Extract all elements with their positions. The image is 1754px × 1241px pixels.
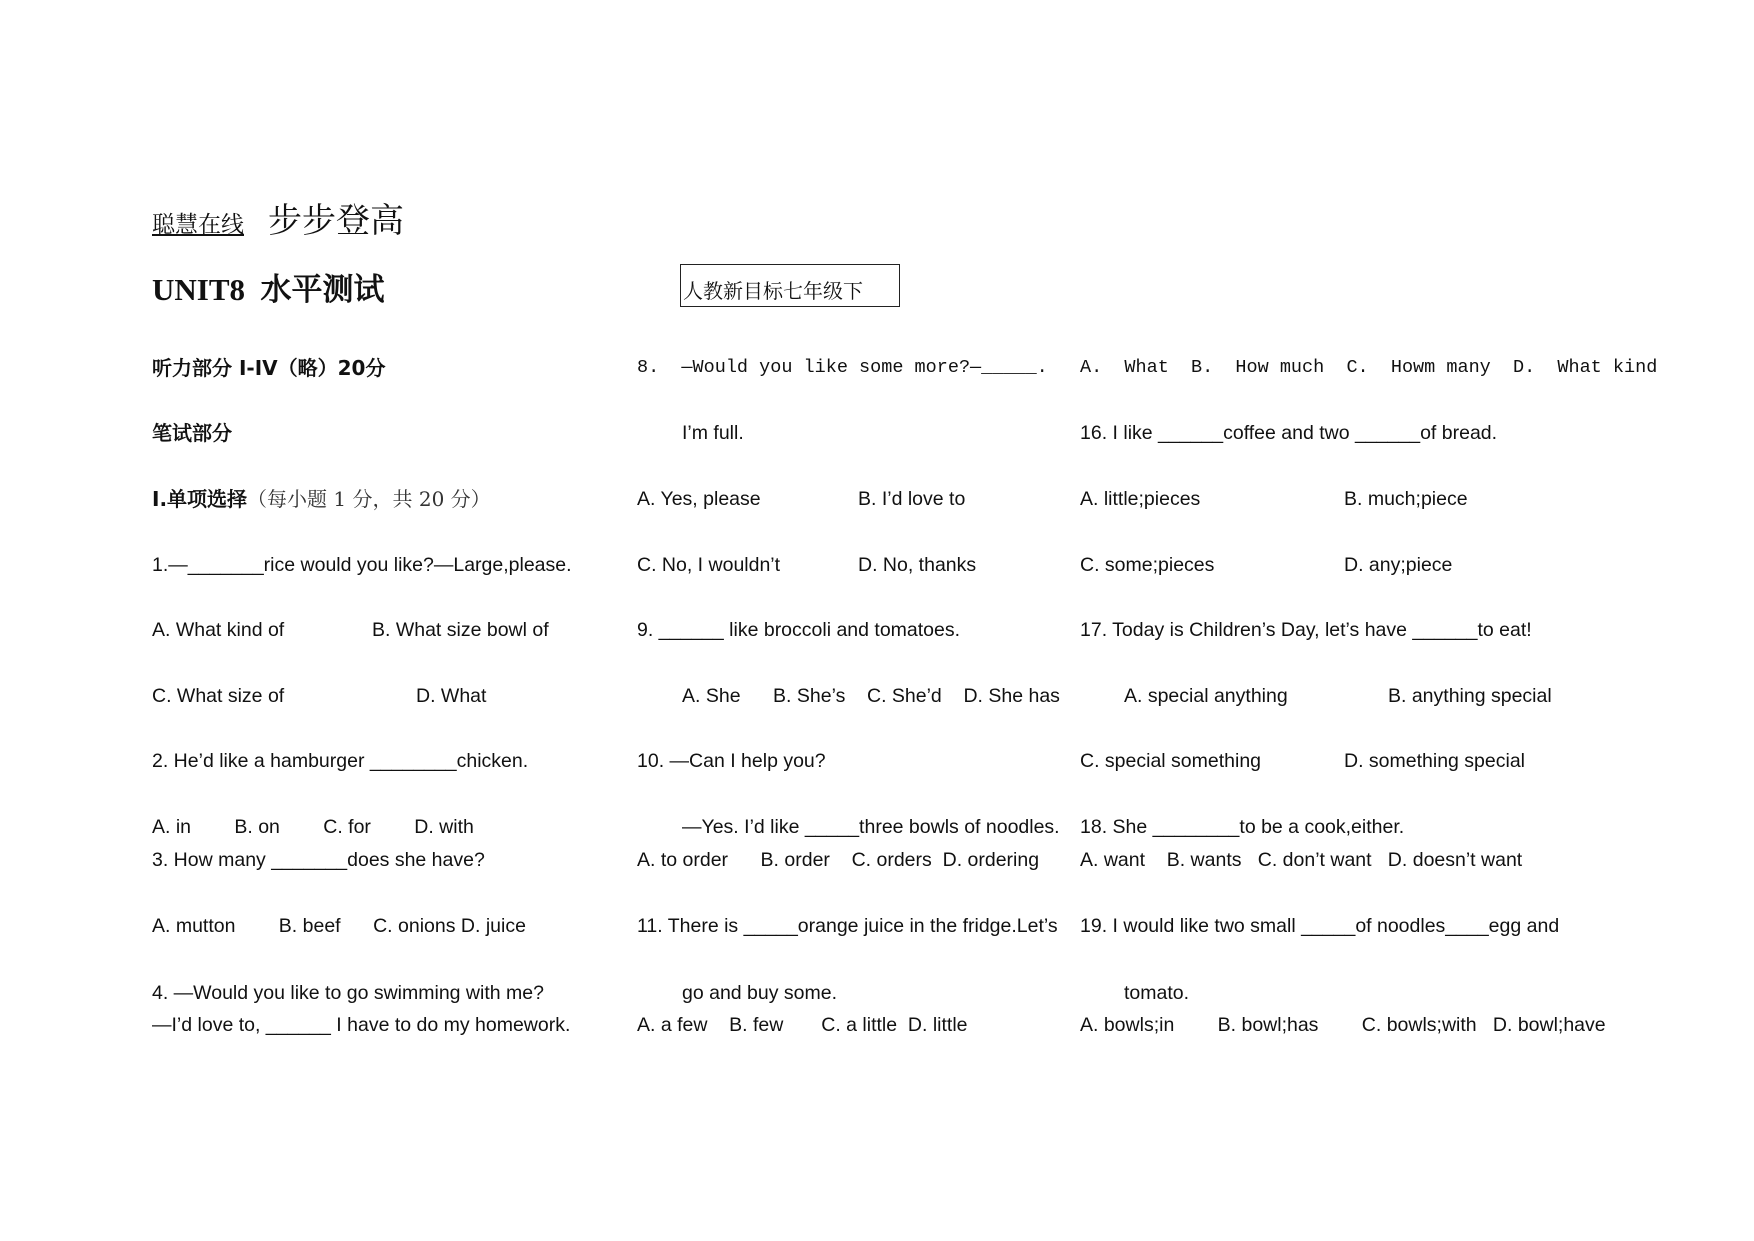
question-17: 17. Today is Children’s Day, let’s have ______to eat! [1080, 619, 1532, 641]
q8-option-c: C. No, I wouldn’t [637, 554, 781, 576]
part1-heading [152, 487, 491, 511]
q19-continuation: tomato. [1124, 982, 1190, 1004]
q17-option-b: B. anything special [1388, 685, 1552, 707]
q4-continuation: —I’d love to, ______ I have to do my homework. [152, 1014, 571, 1036]
q10-options: A. to order B. order C. orders D. ordering [637, 849, 1040, 871]
question-4: 4. —Would you like to go swimming with me? [152, 982, 544, 1004]
q8-option-d: D. No, thanks [858, 554, 977, 576]
q11-continuation: go and buy some. [682, 982, 838, 1004]
q10-continuation: —Yes. I’d like _____three bowls of noodles. [682, 816, 1060, 838]
q17-option-d: D. something special [1344, 750, 1526, 772]
question-19: 19. I would like two small _____of noodles____egg and [1080, 915, 1560, 937]
q8-options: A. What B. How much C. Howm many D. What kind [1080, 357, 1658, 378]
brand-small: 聪慧在线 [152, 211, 244, 237]
q16-option-c: C. some;pieces [1080, 554, 1215, 576]
q16-option-a: A. little;pieces [1080, 488, 1201, 510]
question-2: 2. He’d like a hamburger ________chicken. [152, 750, 529, 772]
q17-option-c: C. special something [1080, 750, 1262, 772]
q2-options: A. in B. on C. for D. with [152, 816, 474, 838]
question-10: 10. —Can I help you? [637, 750, 826, 772]
unit-title: UNIT8 水平测试 [152, 272, 385, 307]
question-16: 16. I like ______coffee and two ______of bread. [1080, 422, 1498, 444]
q17-option-a: A. special anything [1124, 685, 1288, 707]
part1-note: （每小题 1 分，共 20 分） [247, 487, 491, 511]
q8-continuation: I’m full. [682, 422, 744, 444]
q1-option-c: C. What size of [152, 685, 285, 707]
part1-title: I.单项选择 [152, 487, 248, 511]
q18-options: A. want B. wants C. don’t want D. doesn’t want [1080, 849, 1523, 871]
q8-option-b: B. I’d love to [858, 488, 966, 510]
q1-option-d: D. What [416, 685, 487, 707]
q3-options: A. mutton B. beef C. onions D. juice [152, 915, 526, 937]
question-1: 1.—_______rice would you like?—Large,please. [152, 554, 572, 576]
q11-options: A. a few B. few C. a little D. little [637, 1014, 968, 1036]
q1-option-b: B. What size bowl of [372, 619, 549, 641]
q8-option-a: A. Yes, please [637, 488, 761, 510]
q16-option-b: B. much;piece [1344, 488, 1468, 510]
q9-options: A. She B. She’s C. She’d D. She has [682, 685, 1060, 707]
question-18: 18. She ________to be a cook,either. [1080, 816, 1405, 838]
question-3: 3. How many _______does she have? [152, 849, 485, 871]
written-section-heading: 笔试部分 [152, 421, 232, 445]
edition-box: 人教新目标七年级下 [680, 264, 900, 307]
listening-section-heading: 听力部分 I-IV（略）20分 [152, 356, 386, 380]
q16-option-d: D. any;piece [1344, 554, 1453, 576]
q19-options: A. bowls;in B. bowl;has C. bowls;with D. bowl;have [1080, 1014, 1606, 1036]
question-8: 8. —Would you like some more?—_____. [637, 357, 1048, 378]
q1-option-a: A. What kind of [152, 619, 285, 641]
brand-title: 步步登高 [268, 202, 404, 240]
question-11: 11. There is _____orange juice in the fridge.Let’s [637, 915, 1058, 937]
question-9: 9. ______ like broccoli and tomatoes. [637, 619, 961, 641]
